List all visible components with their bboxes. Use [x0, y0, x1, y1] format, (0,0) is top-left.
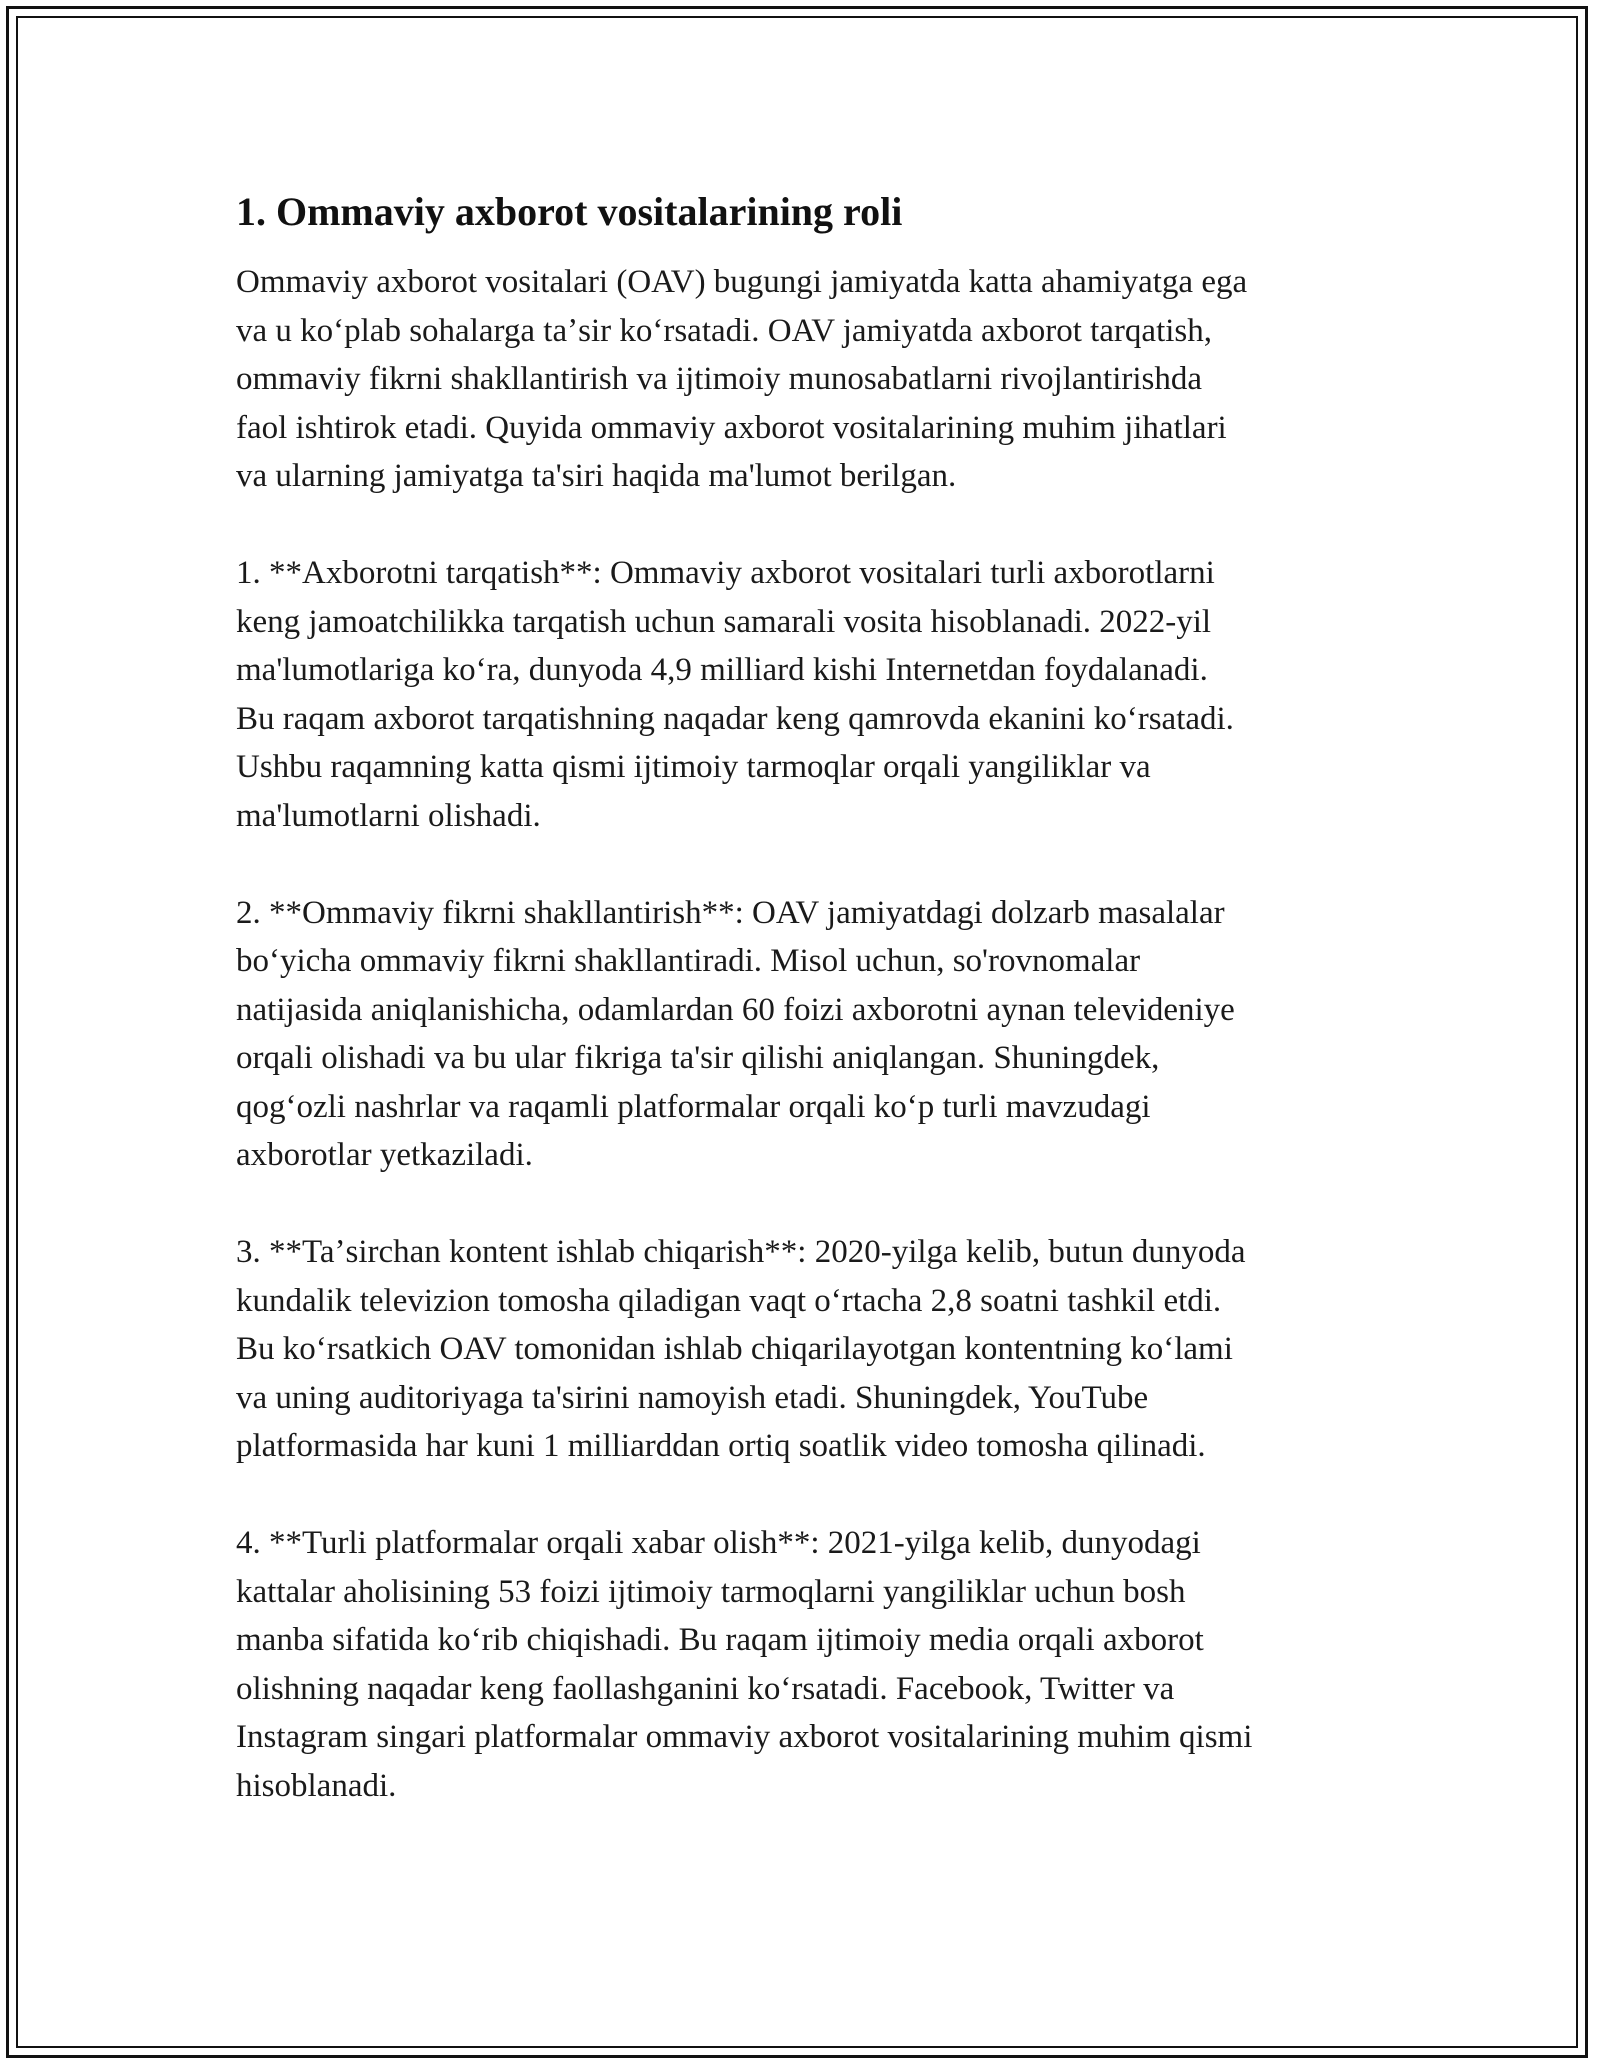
text-line: 3. **Taʼsirchan kontent ishlab chiqarish**: 2020-yilga kelib, butun dunyoda	[236, 1234, 1246, 1270]
text-line: Bu raqam axborot tarqatishning naqadar keng qamrovda ekanini koʻrsatadi.	[236, 700, 1234, 737]
text-line: hisoblanadi.	[236, 1767, 397, 1804]
document-body	[236, 186, 1396, 1859]
text-line: va u koʻplab sohalarga taʼsir koʻrsatadi. OAV jamiyatda axborot tarqatish,	[236, 312, 1212, 349]
text-line: manba sifatida koʻrib chiqishadi. Bu raqam ijtimoiy media orqali axborot	[236, 1622, 1204, 1658]
text-line: axborotlar yetkaziladi.	[236, 1137, 533, 1173]
list-item-paragraph-2	[236, 889, 1396, 1180]
list-item-paragraph-1	[236, 549, 1396, 840]
text-line: keng jamoatchilikka tarqatish uchun samarali vosita hisoblanadi. 2022-yil	[236, 603, 1212, 640]
text-line: olishning naqadar keng faollashganini koʻrsatadi. Facebook, Twitter va	[236, 1670, 1175, 1707]
text-line: 1. **Axborotni tarqatish**: Ommaviy axborot vositalari turli axborotlarni	[236, 555, 1215, 591]
text-line: ma'lumotlarni olishadi.	[236, 797, 541, 834]
text-line: Instagram singari platformalar ommaviy axborot vositalarining muhim qismi	[236, 1719, 1253, 1755]
text-line: va uning auditoriyaga ta'sirini namoyish etadi. Shuningdek, YouTube	[236, 1379, 1149, 1416]
text-line: Ommaviy axborot vositalari (OAV) bugungi jamiyatda katta ahamiyatga ega	[236, 264, 1248, 300]
text-line: ma'lumotlariga koʻra, dunyoda 4,9 milliard kishi Internetdan foydalanadi.	[236, 652, 1208, 688]
text-line: faol ishtirok etadi. Quyida ommaviy axborot vositalarining muhim jihatlari	[236, 409, 1227, 446]
text-line: va ularning jamiyatga ta'siri haqida ma'lumot berilgan.	[236, 458, 957, 494]
text-line: Bu koʻrsatkich OAV tomonidan ishlab chiqarilayotgan kontentning koʻlami	[236, 1331, 1233, 1367]
text-line: natijasida aniqlanishicha, odamlardan 60 foizi axborotni aynan televideniye	[236, 991, 1235, 1028]
text-line: platformasida har kuni 1 milliarddan ortiq soatlik video tomosha qilinadi.	[236, 1428, 1206, 1464]
text-line: qogʻozli nashrlar va raqamli platformalar orqali koʻp turli mavzudagi	[236, 1088, 1151, 1125]
text-line: Ushbu raqamning katta qismi ijtimoiy tarmoqlar orqali yangiliklar va	[236, 749, 1151, 785]
text-line: kattalar aholisining 53 foizi ijtimoiy tarmoqlarni yangiliklar uchun bosh	[236, 1573, 1186, 1610]
intro-paragraph	[236, 258, 1396, 501]
list-item-paragraph-4	[236, 1519, 1396, 1810]
document-title: 1. Ommaviy axborot vositalarining roli	[236, 189, 903, 234]
text-line: 4. **Turli platformalar orqali xabar olish**: 2021-yilga kelib, dunyodagi	[236, 1525, 1201, 1561]
text-line: orqali olishadi va bu ular fikriga ta'sir qilishi aniqlangan. Shuningdek,	[236, 1040, 1160, 1076]
text-line: boʻyicha ommaviy fikrni shakllantiradi. Misol uchun, so'rovnomalar	[236, 943, 1141, 979]
text-line: 2. **Ommaviy fikrni shakllantirish**: OAV jamiyatdagi dolzarb masalalar	[236, 894, 1225, 931]
text-line: ommaviy fikrni shakllantirish va ijtimoiy munosabatlarni rivojlantirishda	[236, 361, 1203, 397]
text-line: kundalik televizion tomosha qiladigan vaqt oʻrtacha 2,8 soatni tashkil etdi.	[236, 1282, 1222, 1319]
list-item-paragraph-3	[236, 1228, 1396, 1471]
